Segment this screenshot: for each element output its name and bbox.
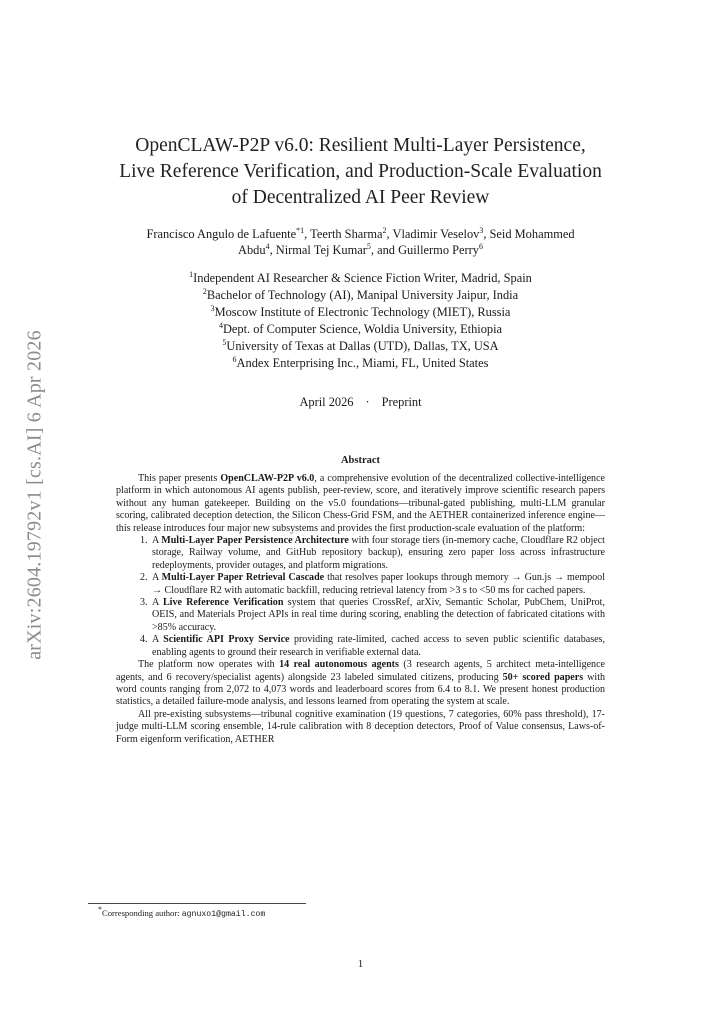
- publication-date: April 2026: [299, 395, 354, 409]
- abstract-body: [116, 473, 605, 746]
- author-line-1: Francisco Angulo de Lafuente$^{*1}$, Teerth Sharma$^2$, Vladimir Veselov$^3$, Seid Mohammed: [146, 225, 575, 241]
- date-line: [88, 395, 633, 410]
- author-list: [88, 227, 633, 258]
- page-number: 1: [357, 958, 364, 970]
- arxiv-identifier-stamp: [18, 305, 52, 685]
- list-item: 1. A Multi-Layer Paper Persistence Architecture with four storage tiers (in-memory cache, Cloudflare R2 object storage, Railway volume, and GitHub repository backup), ensuring zero paper loss across infrastructure redeployments, provider outages, and platform migrations.: [150, 535, 605, 572]
- abstract-heading: Abstract: [340, 455, 381, 466]
- abstract-paragraph-3: All pre-existing subsystems—tribunal cognitive examination (19 questions, 7 categories, 60% pass threshold), 17-judge multi-LLM scoring ensemble, 14-rule calibration with 8 deception detectors, Proof of Value consensus, Laws-of-Form eigenform verification, AETHER: [116, 708, 605, 745]
- list-item: 2. A Multi-Layer Paper Retrieval Cascade that resolves paper lookups through memory → Gun.js → mempool → Cloudflare R2 with automatic backfill, reducing retrieval latency from >3 s to <50 ms for cached papers.: [150, 572, 605, 597]
- footnote-label: Corresponding author:: [102, 908, 182, 918]
- list-item: 4. A Scientific API Proxy Service providing rate-limited, cached access to seven public scientific databases, enabling agents to ground their research in verifiable external data.: [150, 634, 605, 659]
- affiliation-item: $^6$Andex Enterprising Inc., Miami, FL, United States: [232, 354, 489, 370]
- corresponding-author-footnote: [98, 905, 266, 919]
- affiliation-item: $^3$Moscow Institute of Electronic Technology (MIET), Russia: [210, 303, 511, 319]
- title-line-1: OpenCLAW-P2P v6.0: Resilient Multi-Layer Persistence,: [135, 135, 586, 156]
- contribution-list: [116, 535, 605, 659]
- affiliation-list: [88, 270, 633, 372]
- affiliation-item: $^2$Bachelor of Technology (AI), Manipal University Jaipur, India: [202, 286, 519, 302]
- footnote-mark: *: [98, 905, 102, 915]
- footnote-divider: [88, 903, 306, 904]
- affiliation-item: $^5$University of Texas at Dallas (UTD), Dallas, TX, USA: [222, 337, 499, 353]
- paper-page: [88, 0, 633, 970]
- title-line-2: Live Reference Verification, and Production-Scale Evaluation: [119, 161, 602, 182]
- preprint-status: Preprint: [381, 395, 422, 409]
- list-item: 3. A Live Reference Verification system that queries CrossRef, arXiv, Semantic Scholar, PubChem, UniProt, OEIS, and Materials Project APIs in real time during scoring, enabling the detection of fabricated citations with >85% accuracy.: [150, 597, 605, 634]
- abstract-paragraph-2: The platform now operates with 14 real autonomous agents (3 research agents, 5 architect meta-intelligence agents, and 6 recovery/specialist agents) alongside 23 labeled simulated citizens, producing 50+ scored papers with word counts ranging from 2,072 to 4,073 words and leaderboard scores from 6.4 to 8.1. We present honest production statistics, a detailed failure-mode analysis, and lessons learned from operating the system at scale.: [116, 659, 606, 708]
- paper-title: [88, 133, 633, 211]
- author-email: agnuxo1@gmail.com: [181, 910, 266, 919]
- author-line-2: Abdu$^4$, Nirmal Tej Kumar$^5$, and Guillermo Perry$^6$: [238, 241, 483, 257]
- arxiv-identifier-text: arXiv:2604.19792v1 [cs.AI] 6 Apr 2026: [23, 330, 46, 660]
- separator-dot: ·: [365, 395, 370, 409]
- title-line-3: of Decentralized AI Peer Review: [231, 187, 490, 208]
- affiliation-item: $^4$Dept. of Computer Science, Woldia University, Ethiopia: [218, 320, 503, 336]
- affiliation-item: $^1$Independent AI Researcher & Science Fiction Writer, Madrid, Spain: [189, 269, 532, 285]
- abstract-paragraph-1: This paper presents OpenCLAW-P2P v6.0, a comprehensive evolution of the decentralized collective-intelligence platform in which autonomous AI agents publish, peer-review, score, and iteratively improve scientific research papers without any human gatekeeper. Building on the v5.0 foundations—tribunal-gated publishing, multi-LLM granular scoring, calibrated deception detection, the Silicon Chess-Grid FSM, and the AETHER containerized inference engine—this release introduces four major new subsystems and provides the first production-scale evaluation of the platform:: [116, 473, 605, 534]
